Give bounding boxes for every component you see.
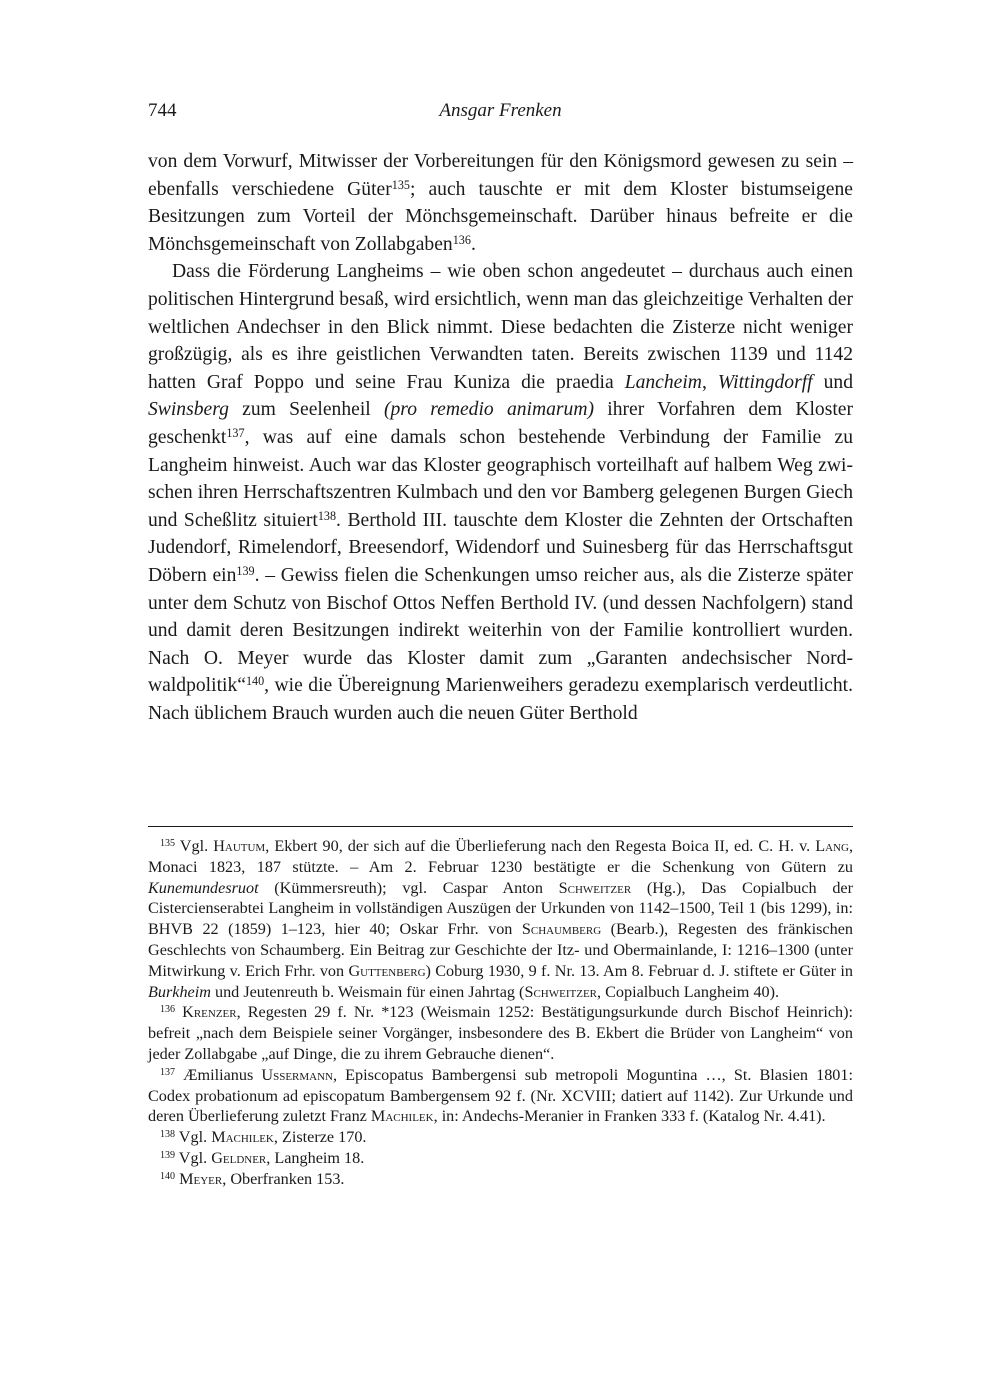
footnote-number: 140: [160, 1170, 176, 1182]
text-run: , Monaci 1823, 187 stützte. – Am 2. Februar 1230 bestätigte er die Schenkung von Gütern zu: [148, 837, 853, 876]
footnote-ref-135: 135: [391, 177, 410, 192]
text-run: , Langheim 18.: [266, 1148, 365, 1167]
text-run: , Zisterze 170.: [273, 1128, 367, 1147]
text-run: zum Seelenheil: [228, 399, 384, 421]
author-name: Krenzer: [182, 1003, 237, 1022]
footnote-number: 139: [160, 1149, 176, 1161]
text-run: ; auch tauschte er mit dem Kloster bistumseigene Besitzungen zum Vorteil der Mönchsgemeinschaft. Darüber hinaus befreite er die Mönchsgemeinschaft von Zollabgaben: [148, 178, 853, 255]
footnote-138: [148, 1127, 853, 1148]
place-name: Kunemundesruot: [148, 878, 259, 897]
text-run: ,: [701, 371, 718, 393]
text-run: , Episcopatus Bambergensi sub metropoli Moguntina …, St. Blasien 1801: Codex probationum ad episcopatum Bambergensem 92 f. (Nr. XCVIII; datiert auf 1142). Zur Urkunde und deren Überlieferung zuletzt Franz: [148, 1065, 853, 1126]
text-run: . – Gewiss fielen die Schenkungen umso reicher aus, als die Zisterze später unter dem Schutz von Bischof Ottos Neffen Berthold IV. (und dessen Nachfolgern) stand und damit deren Besitzungen indirekt weiterhin von der Familie kontrolliert wurden. Nach O. Meyer wurde das Kloster damit zum „Garanten andechsischer Nordwaldpolitik“: [148, 564, 853, 697]
text-run: , wie die Übereignung Marienweihers geradezu exemplarisch verdeutlicht. Nach üblichem Brauch wurden auch die neuen Güter Berthold: [148, 675, 853, 724]
text-run: Vgl.: [175, 837, 214, 855]
footnotes: [148, 836, 853, 1190]
author-name: Machilek: [211, 1128, 274, 1147]
author-name: Schweitzer: [524, 982, 597, 1001]
running-head: Ansgar Frenken: [439, 100, 562, 121]
author-name: Lang: [815, 837, 849, 855]
paragraph-2: [148, 258, 853, 727]
place-name: Burkheim: [148, 982, 211, 1001]
footnote-number: 135: [160, 837, 176, 849]
author-name: Meyer: [179, 1169, 223, 1188]
author-name: Machilek: [370, 1107, 434, 1126]
text-run: . Berthold III. tauschte dem Kloster die Zehnten der Ortschaften Judendorf, Rimelendorf, Breesendorf, Widendorf und Suinesberg für das Herrschaftsgut Döbern ein: [148, 509, 853, 586]
footnote-divider: [148, 826, 853, 827]
footnote-ref-138: 138: [317, 508, 337, 523]
page-header: [148, 100, 853, 126]
place-name-wittingdorff: Wittingdorff: [717, 371, 813, 393]
footnote-number: 138: [160, 1129, 176, 1141]
footnote-135: [148, 836, 853, 1002]
footnote-number: 137: [160, 1066, 176, 1078]
text-run: ihrer Vorfahren dem Kloster geschenkt: [148, 399, 854, 448]
text-run: Vgl.: [175, 1148, 212, 1167]
footnote-ref-139: 139: [236, 563, 255, 578]
footnote-139: [148, 1148, 853, 1169]
paragraph-1: [148, 148, 853, 258]
text-run: Vgl.: [175, 1128, 212, 1147]
text-run: , Regesten 29 f. Nr. *123 (Weismain 1252: Bestätigungsurkunde durch Bischof Heinrich): befreit „nach dem Beispiele seiner Vorgänger, insbesondere des B. Ekbert die Brüder von Langheim“ von jeder Zollabgabe „auf Dinge, die zu ihrem Gebrauche dienen“.: [148, 1003, 854, 1063]
footnote-137: [148, 1065, 853, 1127]
text-run: , was auf eine damals schon bestehende Verbindung der Familie zu Langheim hinweist. Auch war das Kloster geographisch vorteilhaft auf halbem Weg zwischen ihren Herrschaftszentren Kulmbach und den vor Bamberg gelegenen Burgen Giech und Scheßlitz situiert: [148, 426, 853, 531]
text-run: , in: Andechs-Meranier in Franken 333 f. (Katalog Nr. 4.41).: [433, 1107, 826, 1126]
author-name: Hautum: [213, 837, 266, 855]
text-run: und Jeutenreuth b. Weismain für einen Jahrtag (: [210, 982, 525, 1001]
author-name: Schaumberg: [521, 920, 602, 939]
text-run: , Copialbuch Langheim 40).: [597, 982, 780, 1001]
text-run: , Ekbert 90, der sich auf die Überlieferung nach den Regesta Boica II, ed. C. H. v.: [265, 837, 816, 855]
footnote-ref-137: 137: [226, 425, 245, 440]
author-name: Ussermann: [261, 1065, 334, 1084]
footnote-number: 136: [160, 1004, 176, 1016]
text-run: Æmilianus: [175, 1065, 262, 1084]
main-text: [148, 148, 853, 727]
footnote-140: [148, 1169, 853, 1190]
text-run: von dem Vorwurf, Mitwisser der Vorbereitungen für den Königsmord gewesen zu sein – ebenfalls verschiedene Güter: [148, 151, 853, 200]
place-name-swinsberg: Swinsberg: [148, 399, 229, 421]
author-name: Geldner: [211, 1148, 267, 1167]
footnote-136: [148, 1002, 853, 1064]
footnote-ref-136: 136: [452, 232, 471, 247]
place-name-lancheim: Lancheim: [624, 371, 702, 393]
text-run: (Hg.), Das Copialbuch der Cistercienserabtei Langheim in vollständigen Auszügen der Urkunden von 1142–1500, Teil 1 (bis 1299), in: BHVB 22 (1859) 1–123, hier 40; Oskar Frhr. von: [148, 878, 853, 939]
text-run: Dass die Förderung Langheims – wie oben schon angedeutet – durchaus auch einen politischen Hintergrund besaß, wird ersichtlich, wenn man das gleichzeitige Verhalten der weltlichen Andechser in den Blick nimmt. Diese bedachten die Zisterze nicht weniger großzügig, als es ihre geistlichen Verwandten taten. Bereits zwischen 1139 und 1142 hatten Graf Poppo und seine Frau Kuniza die praedia: [148, 261, 853, 393]
latin-phrase: (pro remedio animarum): [383, 399, 595, 421]
page-number: 744: [148, 100, 177, 121]
text-run: , Oberfranken 153.: [222, 1169, 345, 1188]
footnote-ref-140: 140: [245, 674, 265, 689]
text-run: .: [470, 233, 476, 255]
author-name: Guttenberg: [348, 961, 426, 980]
author-name: Schweitzer: [558, 878, 632, 897]
text-run: (Kümmersreuth); vgl. Caspar Anton: [258, 878, 559, 897]
text-run: und: [812, 371, 854, 393]
text-run: (Bearb.), Regesten des fränkischen Geschlechts von Schaumberg. Ein Beitrag zur Geschichte der Itz- und Obermainlande, I: 1216–1300 (unter Mitwirkung v. Erich Frhr. von: [148, 920, 853, 980]
text-run: ) Coburg 1930, 9 f. Nr. 13. Am 8. Februar d. J. stiftete er Güter in: [425, 961, 853, 980]
